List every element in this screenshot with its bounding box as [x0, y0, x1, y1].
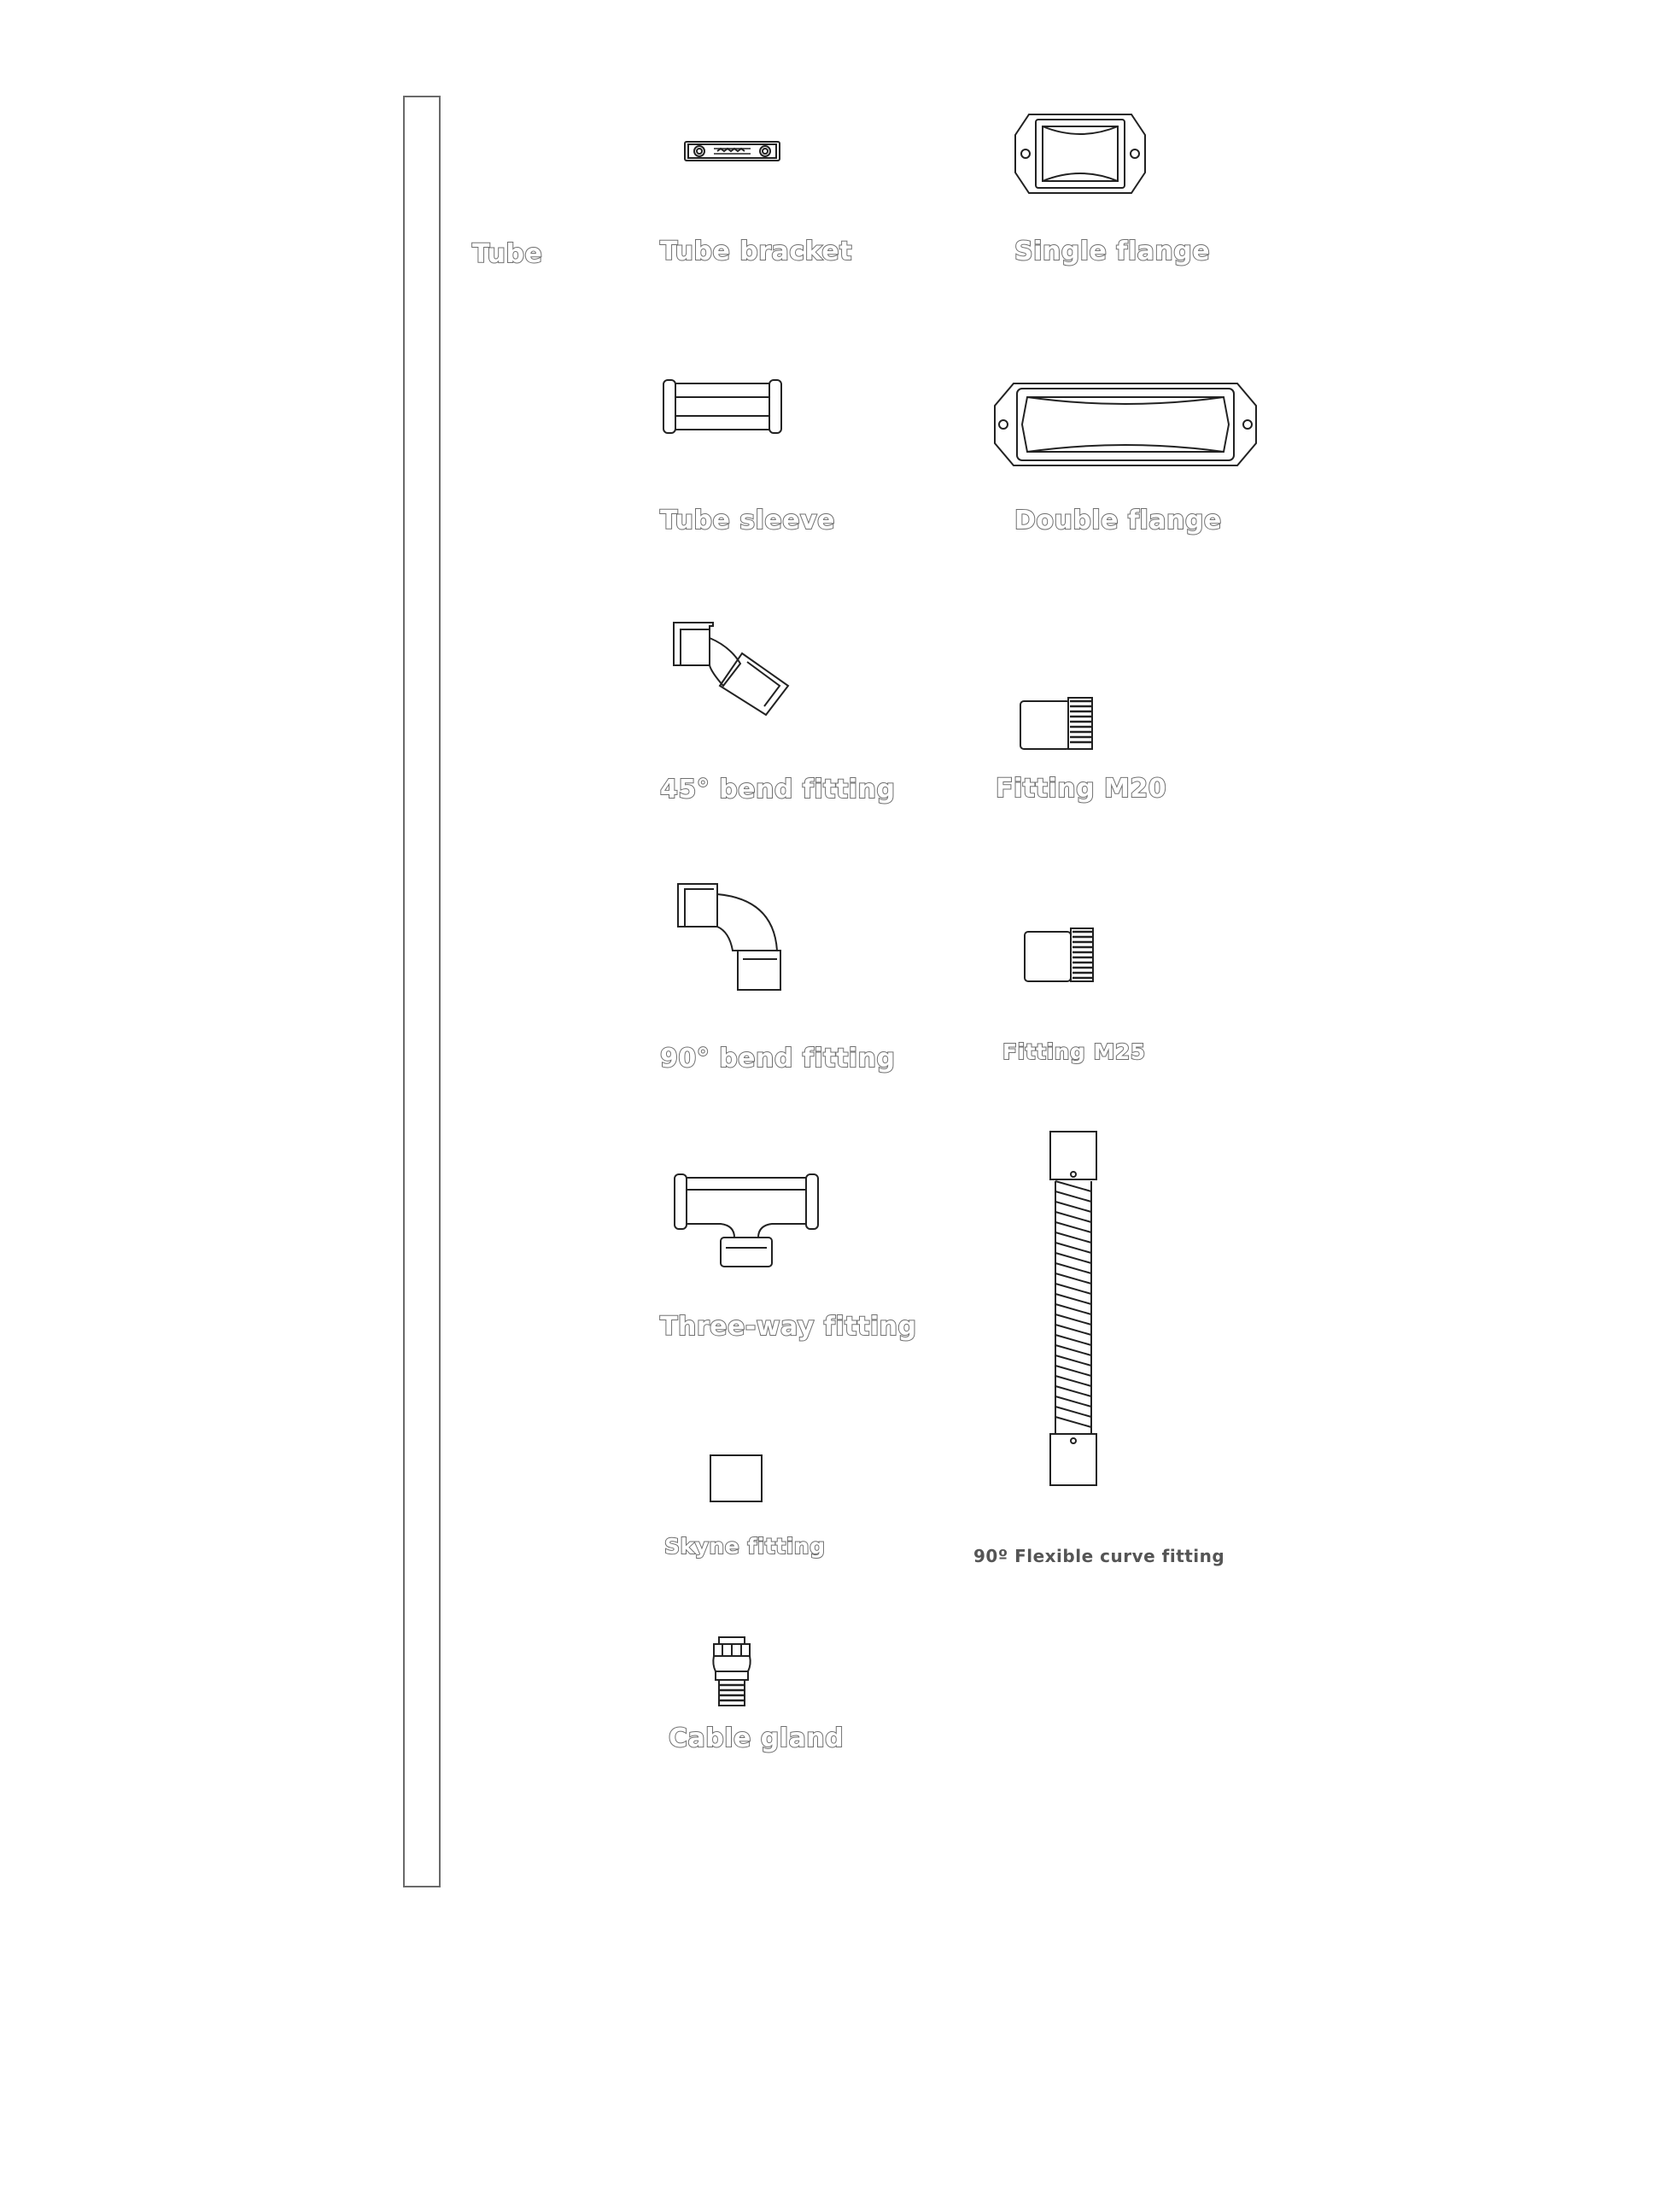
bend45-label: 45° bend fitting	[660, 775, 896, 805]
three-way-icon	[673, 1173, 820, 1268]
fitting-m25-label: Fitting M25	[1002, 1039, 1146, 1064]
flexible-curve-label: 90º Flexible curve fitting	[973, 1546, 1225, 1566]
fitting-m20-icon	[1019, 696, 1096, 751]
category-label: Tube	[472, 239, 543, 269]
bend45-icon	[670, 621, 790, 717]
tube-sleeve-icon	[662, 378, 783, 435]
category-bar	[403, 96, 441, 1887]
skyne-icon	[709, 1454, 763, 1503]
bend90-icon	[675, 882, 786, 993]
fitting-m25-icon	[1023, 927, 1096, 983]
tube-bracket-icon	[683, 138, 781, 164]
double-flange-label: Double flange	[1014, 506, 1222, 535]
tube-bracket-label: Tube bracket	[660, 237, 852, 266]
three-way-label: Three-way fitting	[660, 1312, 917, 1342]
skyne-label: Skyne fitting	[664, 1534, 826, 1559]
cable-gland-icon	[710, 1636, 753, 1707]
flexible-curve-icon	[1047, 1130, 1100, 1489]
single-flange-icon	[1014, 111, 1147, 196]
single-flange-label: Single flange	[1014, 237, 1211, 266]
cable-gland-label: Cable gland	[669, 1723, 845, 1753]
tube-sleeve-label: Tube sleeve	[660, 506, 836, 535]
double-flange-icon	[993, 380, 1258, 469]
fitting-m20-label: Fitting M20	[996, 774, 1167, 804]
bend90-label: 90° bend fitting	[660, 1044, 896, 1074]
